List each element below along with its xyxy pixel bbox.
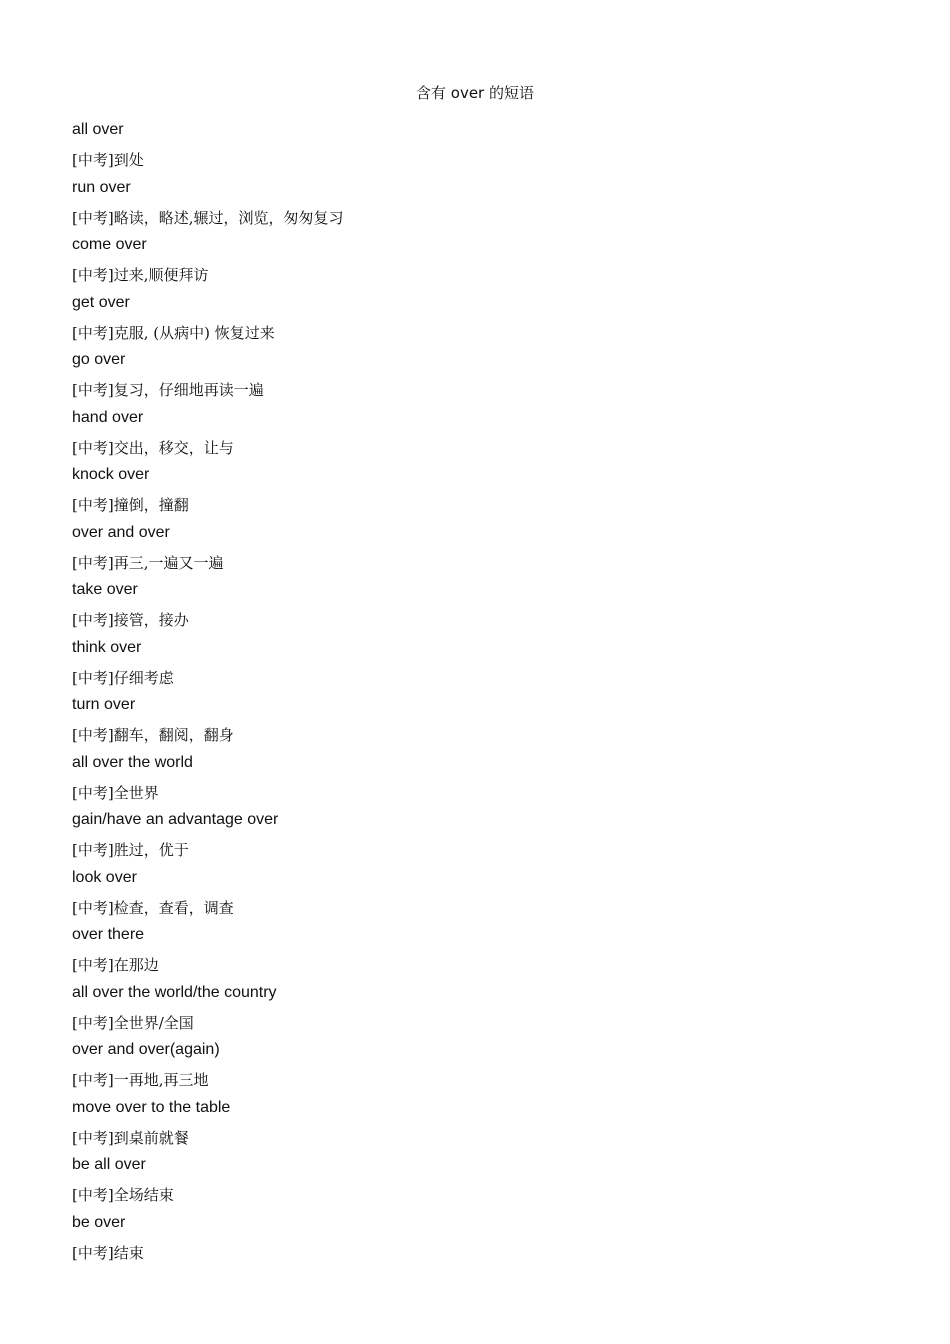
phrase-meaning: [中考]过来,顺便拜访 [72, 266, 209, 284]
phrase-meaning: [中考]再三,一遍又一遍 [72, 553, 224, 572]
phrase-meaning: [中考]在那边 [72, 956, 159, 974]
phrase-meaning: [中考]略读，略述,辗过，浏览，匆匆复习 [72, 208, 344, 227]
phrase-meaning: [中考]胜过，优于 [72, 841, 189, 859]
phrase-text: think over [72, 638, 142, 656]
phrase-entry [72, 1096, 892, 1154]
phrase-entry [72, 578, 892, 636]
phrase-meaning: [中考]检查，查看，调查 [72, 898, 234, 917]
phrase-text: take over [72, 581, 138, 598]
phrase-text: knock over [72, 466, 150, 483]
phrase-meaning: [中考]全世界/全国 [72, 1013, 194, 1032]
phrase-meaning: [中考]翻车，翻阅，翻身 [72, 726, 234, 744]
phrase-meaning: [中考]复习，仔细地再读一遍 [72, 381, 264, 399]
phrase-entry [72, 751, 892, 809]
phrase-text: all over the world/the country [72, 983, 277, 1001]
phrase-list [72, 118, 892, 1268]
phrase-text: hand over [72, 408, 144, 426]
phrase-entry [72, 981, 892, 1039]
phrase-entry [72, 463, 892, 521]
phrase-meaning: [中考]结束 [72, 1243, 144, 1262]
phrase-text: gain/have an advantage over [72, 811, 279, 828]
phrase-entry [72, 348, 892, 406]
phrase-entry [72, 1038, 892, 1096]
phrase-text: all over the world [72, 753, 193, 771]
phrase-entry [72, 1153, 892, 1211]
phrase-entry [72, 808, 892, 866]
phrase-text: over there [72, 926, 145, 943]
phrase-meaning: [中考]全场结束 [72, 1186, 174, 1204]
phrase-meaning: [中考]撞倒，撞翻 [72, 496, 189, 514]
phrase-meaning: [中考]接管，接办 [72, 611, 189, 629]
phrase-text: come over [72, 236, 147, 253]
phrase-entry [72, 866, 892, 924]
phrase-text: look over [72, 868, 137, 886]
phrase-meaning: [中考]仔细考虑 [72, 668, 174, 687]
phrase-entry [72, 233, 892, 291]
phrase-meaning: [中考]到处 [72, 151, 144, 169]
phrase-entry [72, 693, 892, 751]
phrase-text: turn over [72, 696, 136, 713]
phrase-meaning: [中考]一再地,再三地 [72, 1071, 209, 1089]
phrase-text: be all over [72, 1156, 146, 1173]
phrase-text: be over [72, 1213, 126, 1231]
phrase-entry [72, 1211, 892, 1269]
phrase-text: get over [72, 293, 130, 311]
phrase-text: go over [72, 351, 126, 368]
phrase-text: over and over [72, 523, 170, 541]
phrase-entry [72, 923, 892, 981]
page-title: 含有 over 的短语 [416, 84, 534, 102]
phrase-entry [72, 291, 892, 349]
phrase-entry [72, 406, 892, 464]
phrase-entry [72, 521, 892, 579]
phrase-text: over and over(again) [72, 1041, 220, 1058]
phrase-meaning: [中考]全世界 [72, 783, 159, 802]
phrase-entry [72, 636, 892, 694]
phrase-meaning: [中考]交出，移交，让与 [72, 438, 234, 457]
phrase-text: all over [72, 121, 124, 138]
phrase-text: move over to the table [72, 1098, 231, 1116]
phrase-entry [72, 118, 892, 176]
phrase-meaning: [中考]克服, (从病中) 恢复过来 [72, 323, 275, 342]
phrase-meaning: [中考]到桌前就餐 [72, 1128, 189, 1147]
phrase-text: run over [72, 178, 131, 196]
phrase-entry [72, 176, 892, 234]
